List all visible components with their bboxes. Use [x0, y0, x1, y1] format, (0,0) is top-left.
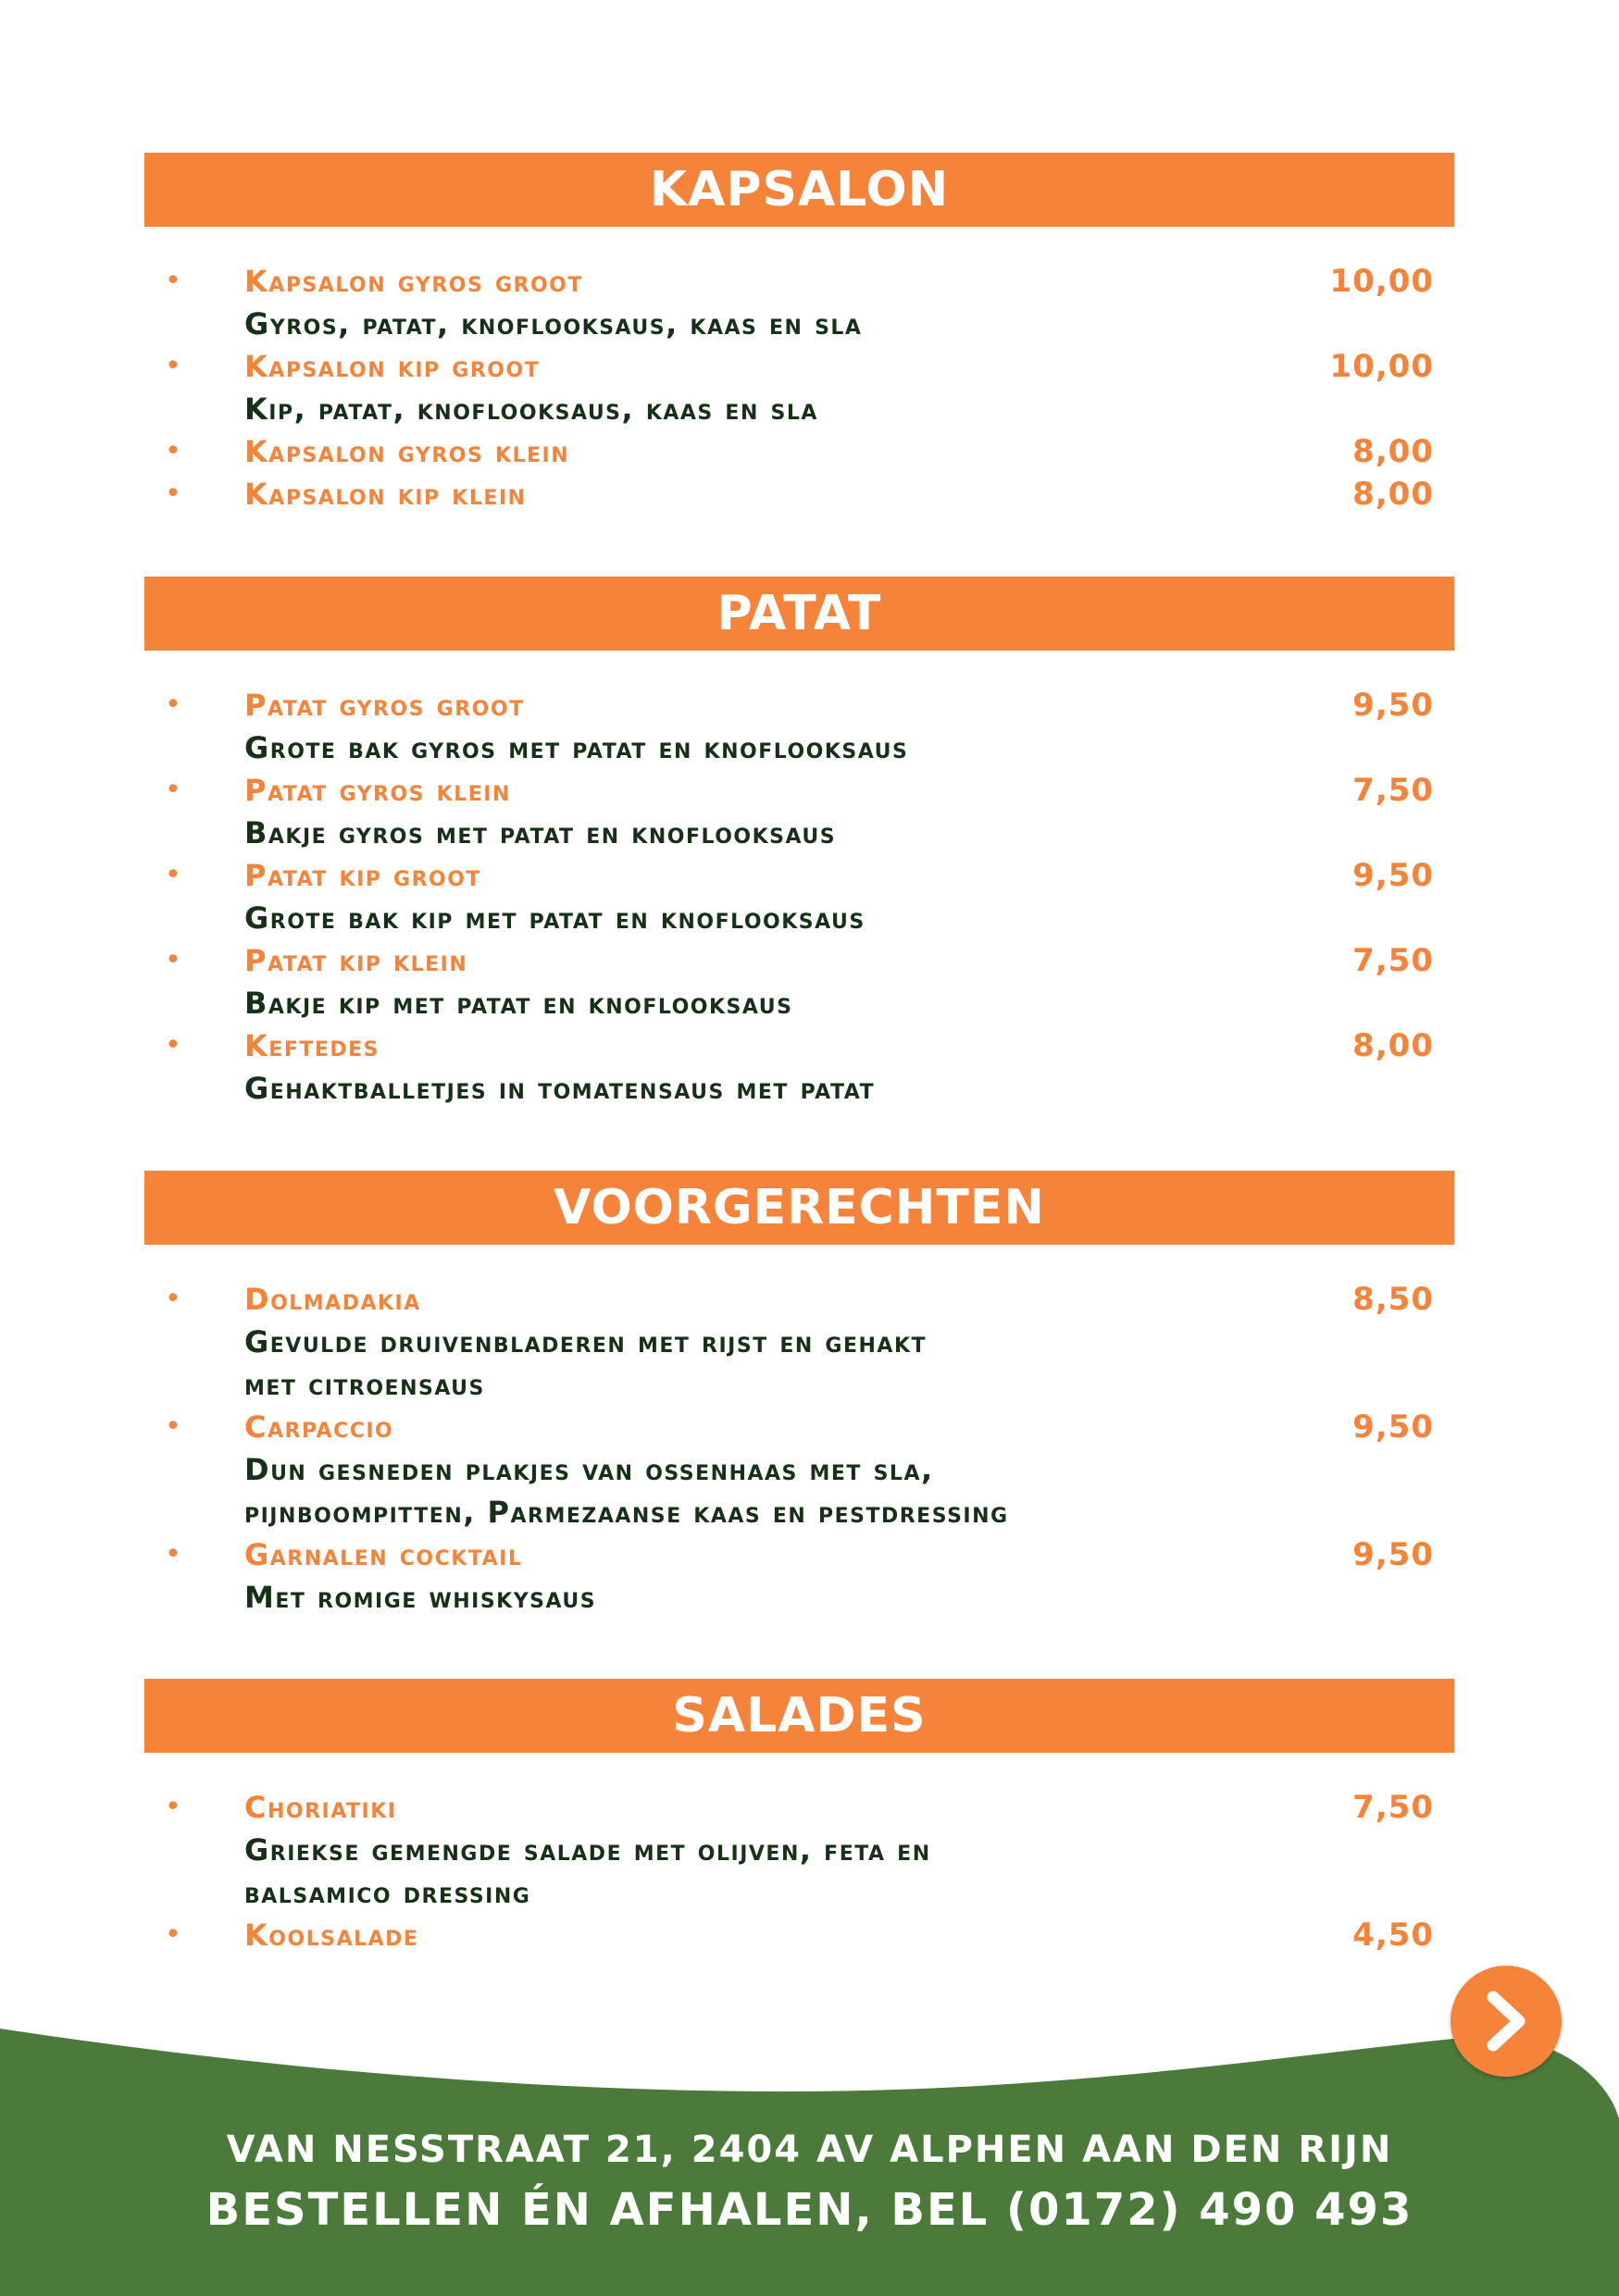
- item-name: Patat gyros groot: [244, 688, 525, 723]
- item-name: Kapsalon gyros klein: [244, 434, 570, 469]
- chevron-right-icon: [1451, 1966, 1562, 2077]
- bullet-icon: •: [165, 435, 181, 467]
- menu-item: [144, 939, 1454, 1024]
- footer-address: VAN NESSTRAAT 21, 2404 AV ALPHEN AAN DEN RIJN: [226, 2128, 1393, 2171]
- menu-item: [144, 769, 1454, 854]
- item-description: Grote bak gyros met patat en knoflooksaus: [244, 730, 909, 765]
- item-price: 9,50: [1352, 687, 1434, 724]
- menu-item: [144, 345, 1454, 430]
- item-list: [144, 1786, 1454, 1956]
- section-kapsalon: [144, 153, 1454, 515]
- item-price: 9,50: [1352, 857, 1434, 894]
- item-price: 8,00: [1352, 1027, 1434, 1064]
- item-name: Kapsalon kip groot: [244, 349, 541, 384]
- bullet-icon: •: [165, 1410, 181, 1443]
- section-voorgerechten: [144, 1171, 1454, 1619]
- menu-item: [144, 684, 1454, 769]
- item-price: 7,50: [1352, 1789, 1434, 1826]
- item-name: Carpaccio: [244, 1409, 394, 1445]
- menu-item: [144, 1786, 1454, 1914]
- item-price: 8,00: [1352, 433, 1434, 470]
- next-page-button[interactable]: [1451, 1966, 1562, 2077]
- menu-item: [144, 1914, 1454, 1956]
- item-name: Patat kip groot: [244, 858, 481, 893]
- item-list: [144, 1278, 1454, 1619]
- item-price: 9,50: [1352, 1536, 1434, 1573]
- item-price: 8,50: [1352, 1281, 1434, 1318]
- item-description: Dun gesneden plakjes van ossenhaas met sla, pijnboompitten, Parmezaanse kaas en pestdressing: [244, 1452, 1009, 1530]
- section-title: KAPSALON: [144, 153, 1454, 227]
- bullet-icon: •: [165, 1918, 181, 1951]
- item-description: Kip, patat, knoflooksaus, kaas en sla: [244, 391, 818, 427]
- item-description: Gyros, patat, knoflooksaus, kaas en sla: [244, 306, 863, 341]
- menu-item: [144, 473, 1454, 515]
- item-price: 7,50: [1352, 942, 1434, 979]
- section-patat: [144, 577, 1454, 1110]
- item-description: Gehaktballetjes in tomatensaus met patat: [244, 1071, 876, 1106]
- bullet-icon: •: [165, 1538, 181, 1570]
- bullet-icon: •: [165, 1029, 181, 1061]
- bullet-icon: •: [165, 859, 181, 891]
- item-name: Dolmadakia: [244, 1282, 421, 1317]
- item-description: Met romige whiskysaus: [244, 1580, 597, 1615]
- section-title: SALADES: [144, 1679, 1454, 1753]
- bullet-icon: •: [165, 689, 181, 721]
- item-description: Griekse gemengde salade met olijven, feta en balsamico dressing: [244, 1832, 931, 1910]
- item-price: 4,50: [1352, 1917, 1434, 1954]
- bullet-icon: •: [165, 944, 181, 976]
- menu-item: [144, 1406, 1454, 1533]
- item-description: Grote bak kip met patat en knoflooksaus: [244, 900, 866, 936]
- menu-item: [144, 260, 1454, 345]
- menu-item: [144, 430, 1454, 473]
- item-description: Gevulde druivenbladeren met rijst en gehakt met citroensaus: [244, 1324, 928, 1402]
- section-title: VOORGERECHTEN: [144, 1171, 1454, 1245]
- item-name: Patat kip klein: [244, 943, 468, 978]
- menu-item: [144, 854, 1454, 939]
- item-name: Choriatiki: [244, 1790, 397, 1825]
- bullet-icon: •: [165, 265, 181, 297]
- item-name: Garnalen cocktail: [244, 1537, 523, 1572]
- menu-item: [144, 1533, 1454, 1619]
- item-name: Koolsalade: [244, 1917, 419, 1953]
- item-list: [144, 684, 1454, 1110]
- item-description: Bakje kip met patat en knoflooksaus: [244, 986, 793, 1021]
- section-salades: [144, 1679, 1454, 1956]
- bullet-icon: •: [165, 1791, 181, 1823]
- bullet-icon: •: [165, 1283, 181, 1315]
- item-price: 7,50: [1352, 772, 1434, 809]
- item-name: Keftedes: [244, 1028, 380, 1063]
- section-title: PATAT: [144, 577, 1454, 651]
- item-price: 8,00: [1352, 476, 1434, 513]
- item-name: Kapsalon kip klein: [244, 477, 527, 512]
- item-price: 10,00: [1329, 263, 1434, 300]
- item-price: 9,50: [1352, 1409, 1434, 1446]
- bullet-icon: •: [165, 478, 181, 510]
- item-price: 10,00: [1329, 348, 1434, 385]
- bullet-icon: •: [165, 350, 181, 382]
- bullet-icon: •: [165, 774, 181, 806]
- footer-order-phone: BESTELLEN ÉN AFHALEN, BEL (0172) 490 493: [205, 2184, 1414, 2236]
- item-name: Patat gyros klein: [244, 773, 511, 808]
- menu-item: [144, 1024, 1454, 1110]
- menu-item: [144, 1278, 1454, 1406]
- item-name: Kapsalon gyros groot: [244, 264, 583, 299]
- item-description: Bakje gyros met patat en knoflooksaus: [244, 815, 837, 850]
- item-list: [144, 260, 1454, 515]
